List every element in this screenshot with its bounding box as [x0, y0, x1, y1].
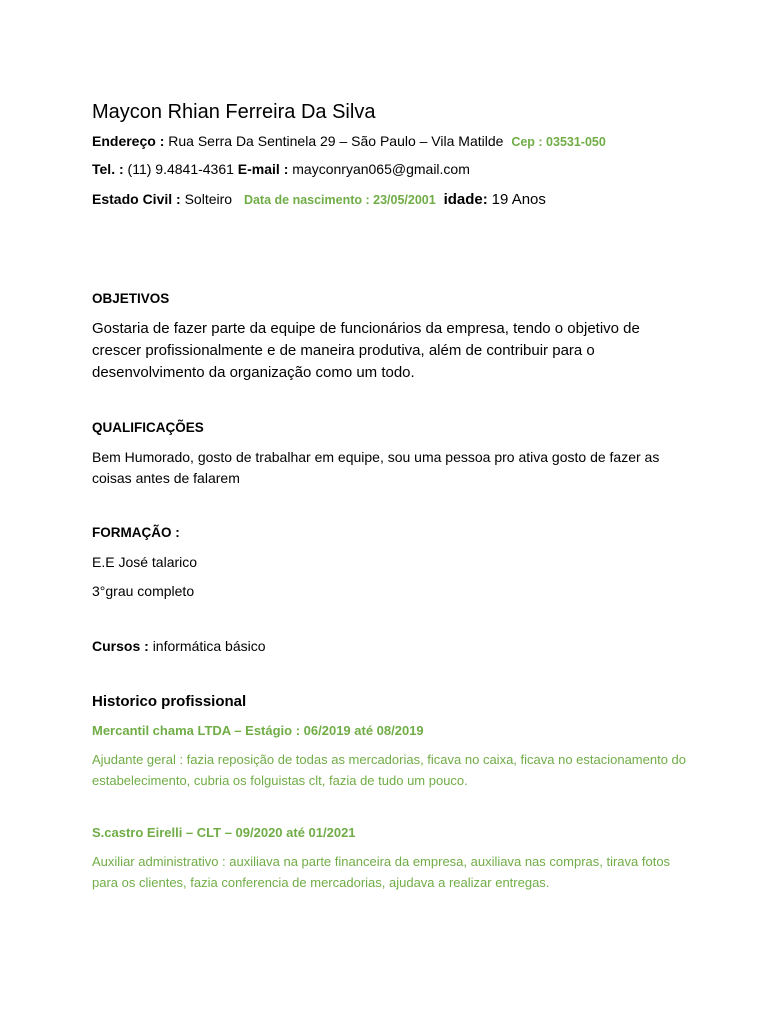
objetivos-heading: OBJETIVOS [92, 291, 170, 306]
objetivos-text: Gostaria de fazer parte da equipe de funcionários da empresa, tendo o objetivo de crescer profissionalmente e de maneira produtiva, além de contribuir para o desenvolvimento da organização como um todo. [92, 320, 640, 381]
candidate-name: Maycon Rhian Ferreira Da Silva [92, 101, 376, 123]
cursos-line [92, 638, 266, 654]
birth-date: Data de nascimento : 23/05/2001 [243, 193, 436, 207]
cursos-label: Cursos : [92, 638, 149, 654]
formacao-heading: FORMAÇÃO : [92, 525, 180, 540]
tel-value: (11) 9.4841-4361 [127, 161, 234, 177]
tel-label: Tel. : [92, 161, 124, 177]
email-value: mayconryan065@gmail.com [292, 161, 470, 177]
address-value: Rua Serra Da Sentinela 29 – São Paulo – Vila Matilde [168, 133, 504, 149]
cursos-value: informática básico [152, 638, 266, 654]
cep-text: Cep : 03531-050 [511, 135, 606, 149]
address-line [92, 133, 606, 149]
qualificacoes-heading: QUALIFICAÇÕES [92, 420, 204, 435]
address-label: Endereço : [92, 133, 165, 149]
email-label: E-mail : [237, 161, 289, 177]
job-title: S.castro Eirelli – CLT – 09/2020 até 01/2021 [92, 825, 356, 840]
personal-line [92, 191, 546, 208]
civil-value: Solteiro [184, 191, 233, 207]
job-description: Auxiliar administrativo : auxiliava na parte financeira da empresa, auxiliava nas compras, tirava fotos para os clientes, fazia conferencia de mercadorias, ajudava a realizar entregas. [92, 854, 671, 890]
age-value: 19 Anos [491, 191, 546, 208]
age-label: idade: [443, 191, 488, 208]
job-title: Mercantil chama LTDA – Estágio : 06/2019 até 08/2019 [92, 723, 424, 738]
job-description: Ajudante geral : fazia reposição de todas as mercadorias, ficava no caixa, ficava no estacionamento do estabelecimento, cubria os folguistas clt, fazia de tudo um pouco. [92, 752, 687, 788]
formacao-level: 3°grau completo [92, 583, 195, 599]
qualificacoes-text: Bem Humorado, gosto de trabalhar em equipe, sou uma pessoa pro ativa gosto de fazer as coisas antes de falarem [92, 449, 660, 486]
formacao-school: E.E José talarico [92, 554, 198, 570]
historico-heading: Historico profissional [92, 693, 247, 710]
civil-label: Estado Civil : [92, 191, 181, 207]
contact-line [92, 161, 470, 177]
